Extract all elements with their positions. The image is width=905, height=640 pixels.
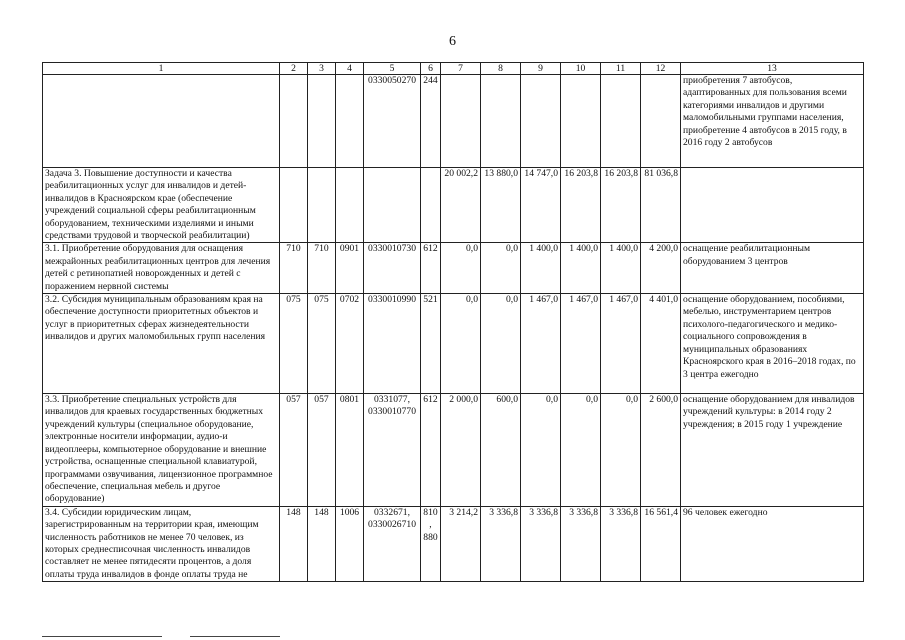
cell-value: 1 400,0 [601,243,641,294]
cell-value: 3 336,8 [561,506,601,581]
cell-value [441,75,481,168]
cell-target-article: 0331077, 0330010770 [364,394,421,507]
cell-grbs: 057 [280,394,308,507]
cell-expense-type: 521 [421,294,441,394]
cell-result: 96 человек ежегодно [681,506,864,581]
cell-description: Задача 3. Повышение доступности и качества реабилитационных услуг для инвалидов и детей-инвалидов в Красноярском крае (обеспечение учреждений социальной сферы реабилитационным оборудованием, техническими изделиями и иными средствами трудовой и творческой реабилитации) [43,168,280,243]
cell-value: 3 214,2 [441,506,481,581]
cell-section: 0702 [336,294,364,394]
table-row [43,394,864,507]
table-row [43,75,864,168]
col-header-9: 9 [521,63,561,75]
cell-result: оснащение оборудованием для инвалидов учреждений культуры: в 2014 году 2 учреждения; в 2015 году 1 учреждение [681,394,864,507]
cell-expense-type: 612 [421,243,441,294]
cell-total: 4 401,0 [641,294,681,394]
cell-result: оснащение оборудованием, пособиями, мебелью, инструментарием центров психолого-педагогического и медико-социального сопровождения в муниципальных образованиях Красноярского края в 2016–2018 годах, по 3 центра ежегодно [681,294,864,394]
budget-table [42,62,864,582]
col-header-4: 4 [336,63,364,75]
table-row [43,506,864,581]
cell-value [521,75,561,168]
cell-value: 0,0 [441,243,481,294]
cell-value: 1 467,0 [561,294,601,394]
cell-code: 148 [308,506,336,581]
cell-section [336,75,364,168]
cell-result [681,168,864,243]
cell-value: 16 203,8 [601,168,641,243]
cell-value: 16 203,8 [561,168,601,243]
cell-expense-type: 810, 880 [421,506,441,581]
cell-target-article [364,168,421,243]
cell-grbs: 075 [280,294,308,394]
table-row [43,168,864,243]
cell-value [601,75,641,168]
cell-target-article: 0330050270 [364,75,421,168]
cell-value: 14 747,0 [521,168,561,243]
cell-value: 0,0 [441,294,481,394]
col-header-10: 10 [561,63,601,75]
cell-value: 0,0 [481,294,521,394]
cell-expense-type: 244 [421,75,441,168]
cell-result: приобретения 7 автобусов, адаптированных для пользования всеми категориями инвалидов и другими маломобильными группами населения, приобретение 4 автобусов в 2015 году, в 2016 году 2 автобусов [681,75,864,168]
cell-total: 2 600,0 [641,394,681,507]
col-header-7: 7 [441,63,481,75]
table-row [43,243,864,294]
cell-description [43,75,280,168]
col-header-3: 3 [308,63,336,75]
cell-value: 1 400,0 [561,243,601,294]
cell-value: 3 336,8 [601,506,641,581]
col-header-13: 13 [681,63,864,75]
header-row [43,63,864,75]
cell-target-article: 0330010730 [364,243,421,294]
cell-grbs [280,168,308,243]
cell-target-article: 0330010990 [364,294,421,394]
cell-value: 3 336,8 [521,506,561,581]
cell-description: 3.1. Приобретение оборудования для оснащения межрайонных реабилитационных центров для лечения детей с ретинопатией новорожденных и детей с поражением нервной системы [43,243,280,294]
cell-expense-type [421,168,441,243]
cell-code [308,75,336,168]
cell-section: 1006 [336,506,364,581]
cell-description: 3.2. Субсидия муниципальным образованиям края на обеспечение доступности приоритетных объектов и услуг в приоритетных сферах жизнедеятельности инвалидов и других маломобильных групп населения [43,294,280,394]
page-number: 6 [449,34,456,49]
cell-total: 4 200,0 [641,243,681,294]
cell-value: 20 002,2 [441,168,481,243]
cell-value: 1 400,0 [521,243,561,294]
cell-section: 0801 [336,394,364,507]
cell-code: 075 [308,294,336,394]
cell-value: 0,0 [521,394,561,507]
cell-code: 710 [308,243,336,294]
cell-grbs: 710 [280,243,308,294]
cell-value: 1 467,0 [601,294,641,394]
cell-code [308,168,336,243]
cell-value: 0,0 [601,394,641,507]
cell-total: 81 036,8 [641,168,681,243]
cell-total [641,75,681,168]
cell-value: 13 880,0 [481,168,521,243]
cell-expense-type: 612 [421,394,441,507]
cell-code: 057 [308,394,336,507]
col-header-2: 2 [280,63,308,75]
cell-value: 3 336,8 [481,506,521,581]
table-row [43,294,864,394]
cell-result: оснащение реабилитационным оборудованием 3 центров [681,243,864,294]
cell-value: 2 000,0 [441,394,481,507]
cell-value: 0,0 [481,243,521,294]
col-header-6: 6 [421,63,441,75]
col-header-11: 11 [601,63,641,75]
cell-description: 3.3. Приобретение специальных устройств для инвалидов для краевых государственных бюджетных учреждений культуры (специальное оборудование, электронные носители информации, аудио-и видеоплееры, компьютерное оборудование и внешние устройства, оснащенные специальной клавиатурой, программами озвучивания, лицензионное программное обеспечение, специальная мебель и другое оборудование) [43,394,280,507]
cell-section [336,168,364,243]
col-header-5: 5 [364,63,421,75]
cell-value [561,75,601,168]
cell-grbs [280,75,308,168]
footer-rule [190,636,280,637]
cell-section: 0901 [336,243,364,294]
cell-value [481,75,521,168]
col-header-1: 1 [43,63,280,75]
cell-value: 1 467,0 [521,294,561,394]
cell-total: 16 561,4 [641,506,681,581]
footer-rule [42,636,162,637]
cell-value: 0,0 [561,394,601,507]
cell-grbs: 148 [280,506,308,581]
cell-value: 600,0 [481,394,521,507]
cell-target-article: 0332671, 0330026710 [364,506,421,581]
col-header-12: 12 [641,63,681,75]
cell-description: 3.4. Субсидии юридическим лицам, зарегистрированным на территории края, имеющим численность работников не менее 70 человек, из которых среднесписочная численность инвалидов составляет не менее пятидесяти процентов, а доля оплаты труда инвалидов в фонде оплаты труда не [43,506,280,581]
col-header-8: 8 [481,63,521,75]
